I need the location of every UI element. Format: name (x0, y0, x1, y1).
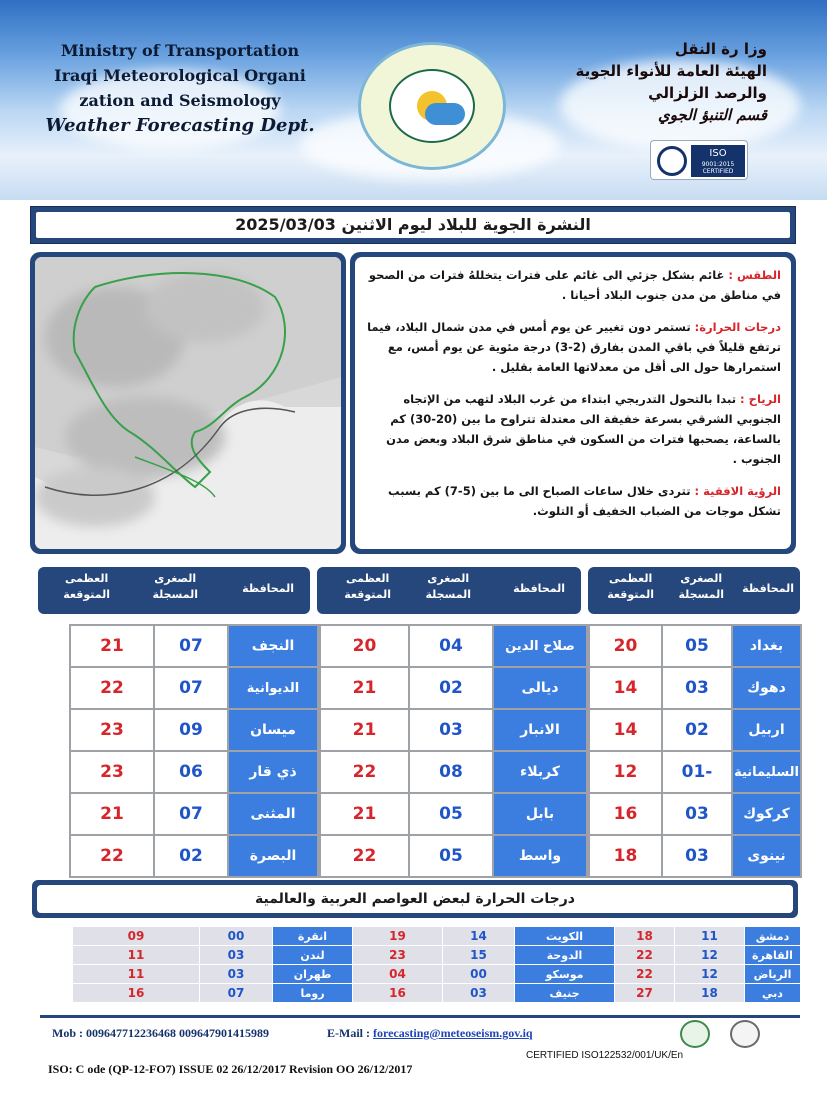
city-max-temperature: 22 (615, 946, 675, 965)
governorate-name: النجف (228, 625, 318, 667)
city-name: القاهرة (745, 946, 801, 965)
table-row (70, 793, 801, 835)
city-min-temperature: 12 (675, 946, 745, 965)
city-name: طهران (273, 965, 353, 984)
organization-logo (358, 42, 506, 170)
contact-footer (40, 1015, 800, 1083)
governorate-name: اربيل (732, 709, 801, 751)
max-temperature: 14 (589, 667, 662, 709)
governorate-temperature-table (69, 624, 802, 878)
city-max-temperature: 16 (353, 984, 443, 1003)
column-gap (318, 751, 320, 793)
header-max: العظمى المتوقعة (607, 572, 654, 601)
en-department: Weather Forecasting Dept. (45, 115, 315, 136)
governorate-name: دهوك (732, 667, 801, 709)
city-max-temperature: 22 (615, 965, 675, 984)
cloud-icon (425, 103, 465, 125)
en-ministry: Ministry of Transportation (60, 41, 300, 60)
max-temperature: 22 (70, 667, 154, 709)
governorate-name: كربلاء (493, 751, 587, 793)
en-org-line1: Iraqi Meteorological Organi (54, 66, 306, 85)
city-max-temperature: 09 (73, 927, 200, 946)
table-row (70, 667, 801, 709)
city-min-temperature: 15 (443, 946, 515, 965)
column-gap (587, 835, 589, 877)
iraq-cloud-map (35, 257, 341, 549)
governorate-name: ذي قار (228, 751, 318, 793)
weather-text: غائم بشكل جزئي الى غائم على فترات يتخللهُ فترات من الصحو في مناطق من مدن جنوب البلاد أحيانا . (368, 268, 781, 302)
column-gap (318, 793, 320, 835)
max-temperature: 21 (320, 709, 409, 751)
header-min: الصغرى المسجلة (678, 572, 724, 601)
iso-label: CERTIFIED (702, 168, 734, 175)
bulletin-title-bar (30, 206, 796, 244)
city-max-temperature: 04 (353, 965, 443, 984)
max-temperature: 22 (70, 835, 154, 877)
min-temperature: 05 (662, 625, 732, 667)
world-capitals-table (72, 926, 801, 1003)
governorate-name: كركوك (732, 793, 801, 835)
city-min-temperature: 18 (675, 984, 745, 1003)
city-name: الرياض (745, 965, 801, 984)
governorate-name: الانبار (493, 709, 587, 751)
email-link[interactable]: forecasting@meteoseism.gov.iq (373, 1026, 533, 1040)
column-gap (318, 625, 320, 667)
min-temperature: 03 (409, 709, 493, 751)
city-name: موسكو (515, 965, 615, 984)
governorate-name: الديوانية (228, 667, 318, 709)
city-name: انقرة (273, 927, 353, 946)
letterhead-banner (0, 0, 827, 200)
city-name: الكويت (515, 927, 615, 946)
table-row (70, 625, 801, 667)
header-max: العظمى المتوقعة (63, 572, 110, 601)
max-temperature: 12 (589, 751, 662, 793)
header-min: الصغرى المسجلة (425, 572, 471, 601)
governorate-name: واسط (493, 835, 587, 877)
ar-ministry: وزا رة النقل (674, 40, 767, 58)
temperature-label: درجات الحرارة: (694, 320, 781, 334)
forecast-description-panel (350, 252, 796, 554)
world-capitals-title: درجات الحرارة لبعض العواصم العربية والعالمية (37, 885, 793, 913)
city-max-temperature: 19 (353, 927, 443, 946)
email-line: E-Mail : forecasting@meteoseism.gov.iq (327, 1026, 533, 1040)
min-temperature: -01 (662, 751, 732, 793)
max-temperature: 23 (70, 709, 154, 751)
governorate-name: نينوى (732, 835, 801, 877)
city-min-temperature: 03 (200, 965, 273, 984)
table-row (70, 709, 801, 751)
city-max-temperature: 27 (615, 984, 675, 1003)
check-circle-icon (657, 146, 687, 176)
english-organization-name (30, 38, 330, 138)
governorate-name: ميسان (228, 709, 318, 751)
wind-text: تبدا بالتحول التدريجي ابتداء من غرب البلاد لتهب من الإتجاه الجنوبي الشرقي بسرعة خفيفة الى معتدلة تتراوح ما بين (20-30) كم بالساعة، يصحبها فترات من السكون في مناطق شرق البلاد وبعض مدن الجنوب . (386, 392, 781, 466)
iso-certificate-number: CERTIFIED ISO122532/001/UK/En (526, 1050, 684, 1061)
visibility-text: تتردى خلال ساعات الصباح الى ما بين (5-7) كم بسبب تشكل موجات من الضباب الخفيف أو التلوث. (388, 484, 781, 518)
city-min-temperature: 11 (675, 927, 745, 946)
table-row (73, 927, 801, 946)
ar-department: قسم التنبؤ الجوي (658, 106, 767, 124)
min-temperature: 02 (662, 709, 732, 751)
min-temperature: 03 (662, 835, 732, 877)
city-min-temperature: 14 (443, 927, 515, 946)
city-max-temperature: 18 (615, 927, 675, 946)
iso-certified-badge (650, 140, 748, 180)
column-gap (587, 625, 589, 667)
governorate-name: بابل (493, 793, 587, 835)
min-temperature: 02 (409, 667, 493, 709)
header-max: العظمى المتوقعة (344, 572, 391, 601)
column-header-group-2 (317, 567, 581, 614)
city-max-temperature: 11 (73, 965, 200, 984)
min-temperature: 05 (409, 835, 493, 877)
table-row (73, 965, 801, 984)
column-gap (318, 709, 320, 751)
temperature-text: تستمر دون تغيير عن يوم أمس في مدن شمال البلاد، فيما ترتفع قليلاً في باقي المدن بفارق (2-3) درجة مئوية عن يوم أمس، مع استمرارها حول الى أقل من معدلاتها العامة بقليل . (367, 320, 781, 374)
governorate-name: البصرة (228, 835, 318, 877)
weather-label: الطقس : (728, 268, 781, 282)
iso-document-code: ISO: C ode (QP-12-FO7) ISSUE 02 26/12/2017 Revision OO 26/12/2017 (48, 1062, 413, 1076)
max-temperature: 21 (70, 625, 154, 667)
mobile-numbers: Mob : 009647712236468 009647901415989 (52, 1026, 269, 1040)
table-row (73, 984, 801, 1003)
iso-number: 9001:2015 (701, 161, 735, 168)
table-row (70, 751, 801, 793)
bulletin-title: النشرة الجوية للبلاد ليوم الاثنين 2025/03/03 (36, 212, 790, 238)
table-row (73, 946, 801, 965)
city-name: جنيف (515, 984, 615, 1003)
max-temperature: 20 (320, 625, 409, 667)
city-min-temperature: 00 (443, 965, 515, 984)
max-temperature: 23 (70, 751, 154, 793)
column-header-group-3 (38, 567, 310, 614)
column-gap (587, 709, 589, 751)
city-max-temperature: 16 (73, 984, 200, 1003)
max-temperature: 16 (589, 793, 662, 835)
min-temperature: 07 (154, 667, 228, 709)
certification-seal-icon (680, 1020, 710, 1048)
city-max-temperature: 11 (73, 946, 200, 965)
iso-mark: ISO (709, 148, 727, 159)
min-temperature: 07 (154, 793, 228, 835)
governorate-name: بغداد (732, 625, 801, 667)
column-gap (587, 751, 589, 793)
min-temperature: 02 (154, 835, 228, 877)
min-temperature: 08 (409, 751, 493, 793)
min-temperature: 07 (154, 625, 228, 667)
city-max-temperature: 23 (353, 946, 443, 965)
city-name: دمشق (745, 927, 801, 946)
column-gap (318, 667, 320, 709)
header-governorate: المحافظة (742, 582, 794, 595)
visibility-label: الرؤية الافقية : (694, 484, 781, 498)
min-temperature: 06 (154, 751, 228, 793)
wind-paragraph (367, 389, 781, 469)
city-min-temperature: 07 (200, 984, 273, 1003)
accreditation-seal-icon (730, 1020, 760, 1048)
wind-label: الرياح : (740, 392, 781, 406)
min-temperature: 03 (662, 667, 732, 709)
visibility-paragraph (367, 481, 781, 521)
min-temperature: 04 (409, 625, 493, 667)
min-temperature: 03 (662, 793, 732, 835)
satellite-map-panel (30, 252, 346, 554)
min-temperature: 05 (409, 793, 493, 835)
table-row (70, 835, 801, 877)
governorate-name: المثنى (228, 793, 318, 835)
ar-org-line1: الهيئة العامة للأنواء الجوية (575, 62, 767, 80)
max-temperature: 21 (320, 793, 409, 835)
city-name: دبي (745, 984, 801, 1003)
max-temperature: 22 (320, 835, 409, 877)
governorate-name: صلاح الدين (493, 625, 587, 667)
governorate-name: السليمانية (732, 751, 801, 793)
world-capitals-title-bar (32, 880, 798, 918)
temperature-paragraph (367, 317, 781, 377)
max-temperature: 14 (589, 709, 662, 751)
max-temperature: 22 (320, 751, 409, 793)
header-governorate: المحافظة (242, 582, 294, 595)
header-governorate: المحافظة (513, 582, 565, 595)
header-min: الصغرى المسجلة (152, 572, 198, 601)
city-name: لندن (273, 946, 353, 965)
city-min-temperature: 12 (675, 965, 745, 984)
city-min-temperature: 03 (443, 984, 515, 1003)
min-temperature: 09 (154, 709, 228, 751)
ar-org-line2: والرصد الزلزالي (648, 84, 767, 102)
governorate-name: ديالى (493, 667, 587, 709)
city-name: روما (273, 984, 353, 1003)
city-name: الدوحة (515, 946, 615, 965)
max-temperature: 21 (70, 793, 154, 835)
city-min-temperature: 00 (200, 927, 273, 946)
city-min-temperature: 03 (200, 946, 273, 965)
weather-paragraph (367, 265, 781, 305)
max-temperature: 20 (589, 625, 662, 667)
max-temperature: 18 (589, 835, 662, 877)
column-gap (587, 667, 589, 709)
max-temperature: 21 (320, 667, 409, 709)
column-gap (318, 835, 320, 877)
en-org-line2: zation and Seismology (79, 91, 281, 110)
column-header-group-1 (588, 567, 800, 614)
column-gap (587, 793, 589, 835)
arabic-organization-name (507, 38, 767, 126)
